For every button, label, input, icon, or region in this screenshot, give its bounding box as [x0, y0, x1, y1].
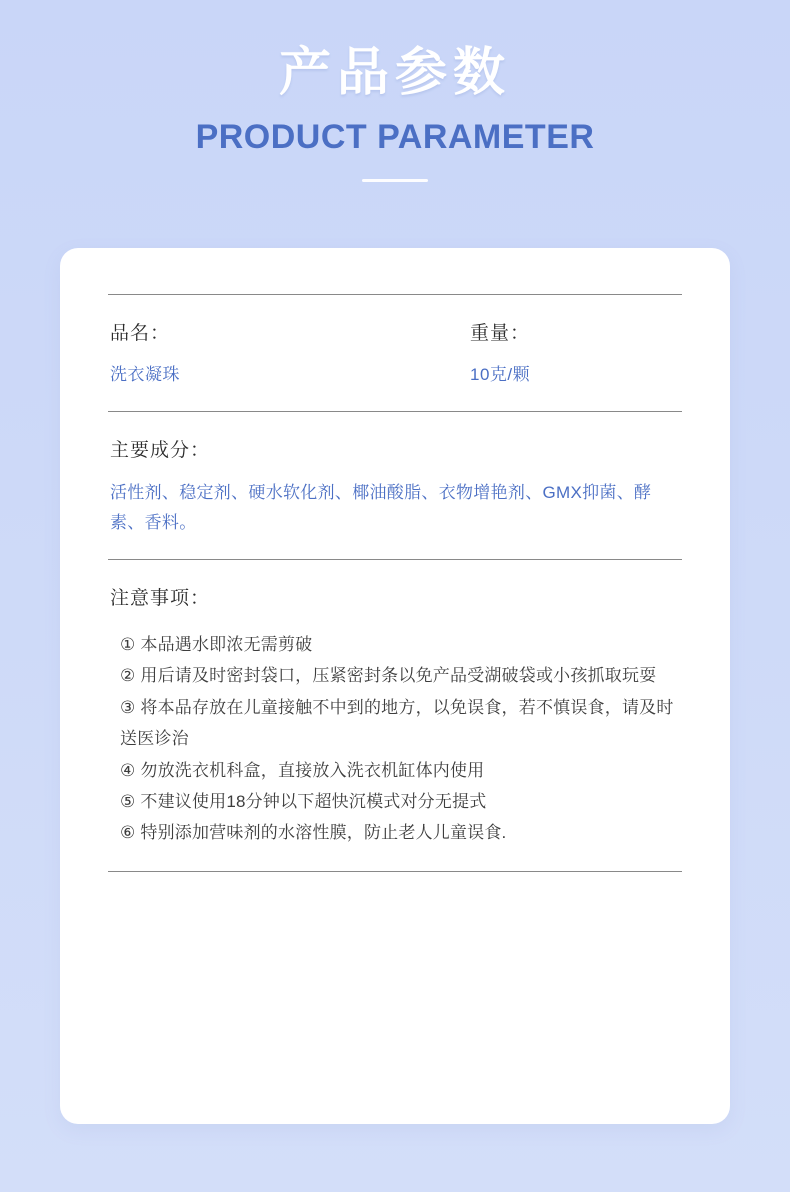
- product-name-value: 洗衣凝珠: [110, 365, 180, 385]
- ingredients-value: 活性剂、稳定剂、硬水软化剂、椰油酸脂、衣物增艳剂、GMX抑菌、酵素、香料。: [110, 482, 652, 532]
- list-item: ③ 将本品存放在儿童接触不中到的地方，以免误食，若不慎误食，请及时送医诊治: [120, 697, 674, 749]
- weight-field: [470, 319, 680, 389]
- list-item: ⑤ 不建议使用18分钟以下超快沉模式对分无提式: [120, 792, 487, 812]
- weight-label: 重量：: [470, 323, 531, 344]
- notice-list: [110, 629, 680, 849]
- section-notice: [108, 560, 682, 870]
- weight-value: 10克/颗: [470, 365, 531, 385]
- list-item: ④ 勿放洗衣机科盒，直接放入洗衣机缸体内使用: [120, 760, 485, 780]
- divider-top: [108, 294, 682, 295]
- list-item: ② 用后请及时密封袋口，压紧密封条以免产品受湖破袋或小孩抓取玩耍: [120, 666, 657, 686]
- card-bottom-spacer: [108, 872, 682, 882]
- notice-label: 注意事项：: [110, 588, 211, 610]
- divider-after-ingredients: [108, 559, 682, 560]
- section-basic-info: [108, 295, 682, 411]
- page-header: [0, 0, 790, 182]
- list-item: ⑥ 特别添加营味剂的水溶性膜，防止老人儿童误食.: [120, 823, 507, 843]
- list-item: ① 本品遇水即浓无需剪破: [120, 634, 313, 654]
- divider-bottom: [108, 871, 682, 872]
- divider-after-basic-info: [108, 411, 682, 412]
- page-title-en: PRODUCT PARAMETER: [195, 117, 595, 156]
- section-ingredients: [108, 412, 682, 560]
- product-name-label: 品名：: [110, 323, 171, 344]
- ingredients-label: 主要成分：: [110, 439, 211, 461]
- parameter-card: [60, 248, 730, 1124]
- basic-info-row: [110, 319, 680, 389]
- page-title-cn: 产品参数: [278, 44, 511, 102]
- title-underline-rule: [362, 179, 428, 182]
- product-name-field: [110, 319, 470, 389]
